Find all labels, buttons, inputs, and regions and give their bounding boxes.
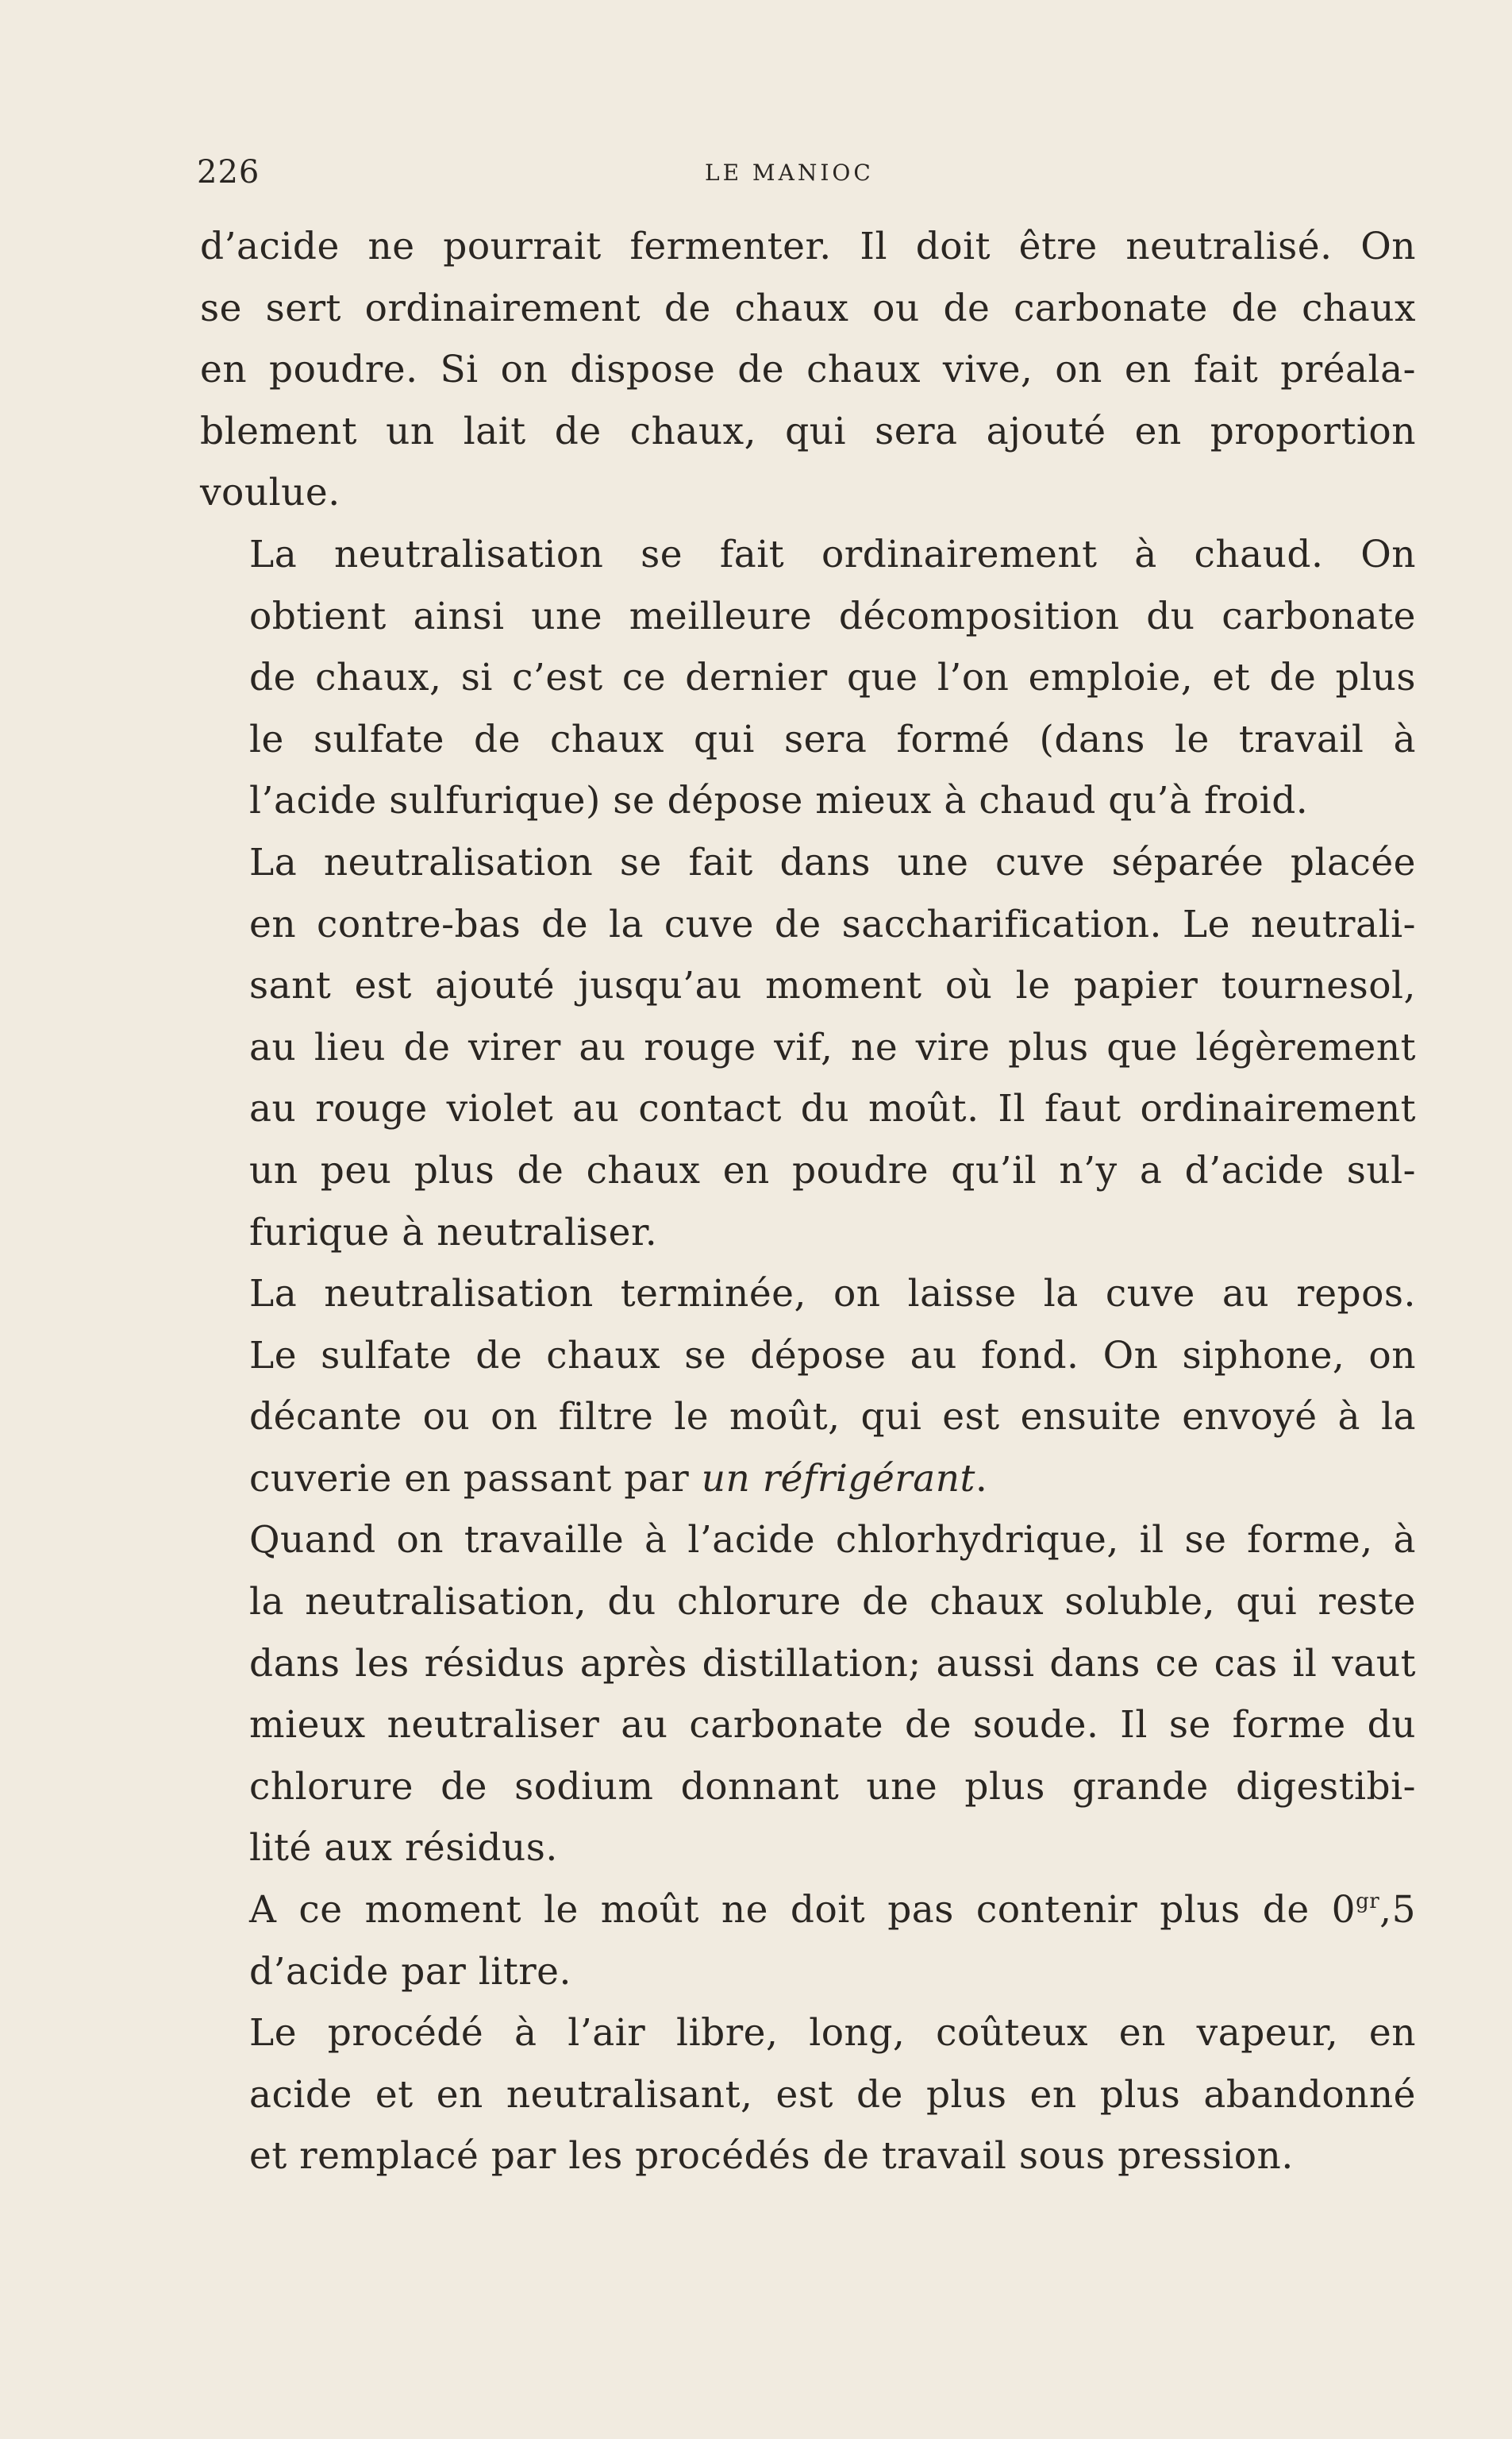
- text-line: Quand on travaille à l’acide chlorhydrique, il se forme, à: [249, 1518, 1416, 1562]
- text-line: acide et en neutralisant, est de plus en plus abandonné: [249, 2072, 1416, 2117]
- text-line: obtient ainsi une meilleure décomposition du carbonate: [249, 594, 1416, 638]
- page-header: [197, 152, 1413, 192]
- text-line: en poudre. Si on dispose de chaux vive, on en fait préala-: [200, 348, 1416, 392]
- text-line: se sert ordinairement de chaux ou de carbonate de chaux: [200, 286, 1416, 330]
- text-line: sant est ajouté jusqu’au moment où le papier tournesol,: [249, 964, 1416, 1008]
- text-line: blement un lait de chaux, qui sera ajouté en proportion: [200, 409, 1416, 453]
- page-body: [200, 216, 1416, 2187]
- paragraph-2: [200, 524, 1416, 832]
- text-line: lité aux résidus.: [249, 1826, 558, 1871]
- text-line: voulue.: [200, 471, 340, 515]
- text-line: décante ou on filtre le moût, qui est ensuite envoyé à la: [249, 1395, 1416, 1439]
- text-line: de chaux, si c’est ce dernier que l’on emploie, et de plus: [249, 656, 1416, 700]
- text-line: [200, 1448, 1416, 1510]
- text-line: l’acide sulfurique) se dépose mieux à chaud qu’à froid.: [249, 779, 1309, 823]
- paragraph-7: [200, 2002, 1416, 2187]
- text-line: [200, 1879, 1416, 1941]
- paragraph-5: [200, 1509, 1416, 1879]
- italic-term: un réfrigérant: [701, 1456, 975, 1501]
- text-line: chlorure de sodium donnant une plus grande digestibi-: [249, 1764, 1416, 1809]
- paragraph-6: [200, 1879, 1416, 2002]
- text-segment: cuverie en passant par: [249, 1456, 702, 1501]
- text-line: le sulfate de chaux qui sera formé (dans le travail à: [249, 717, 1416, 761]
- text-segment: ,5: [1379, 1888, 1416, 1932]
- text-line: Le sulfate de chaux se dépose au fond. On siphone, on: [249, 1333, 1416, 1377]
- paragraph-1: [200, 216, 1416, 524]
- paragraph-3: [200, 832, 1416, 1263]
- text-segment: A ce moment le moût ne doit pas contenir plus de 0: [249, 1888, 1356, 1932]
- paragraph-4: [200, 1263, 1416, 1509]
- text-line: Le procédé à l’air libre, long, coûteux en vapeur, en: [249, 2011, 1416, 2056]
- text-line: d’acide ne pourrait fermenter. Il doit être neutralisé. On: [200, 225, 1416, 268]
- text-line: mieux neutraliser au carbonate de soude. Il se forme du: [249, 1703, 1416, 1747]
- unit-superscript: gr: [1356, 1890, 1380, 1914]
- text-line: furique à neutraliser.: [249, 1210, 658, 1254]
- text-line: au lieu de virer au rouge vif, ne vire plus que légèrement: [249, 1025, 1416, 1069]
- running-title: LE MANIOC: [705, 160, 874, 186]
- text-line: La neutralisation terminée, on laisse la cuve au repos.: [249, 1272, 1416, 1316]
- text-line: La neutralisation se fait ordinairement à chaud. On: [249, 532, 1416, 576]
- text-line: un peu plus de chaux en poudre qu’il n’y a d’acide sul-: [249, 1148, 1416, 1193]
- text-line: et remplacé par les procédés de travail sous pression.: [249, 2134, 1294, 2179]
- text-line: en contre-bas de la cuve de saccharification. Le neutrali-: [249, 902, 1416, 946]
- text-line: la neutralisation, du chlorure de chaux soluble, qui reste: [249, 1580, 1416, 1624]
- text-line: d’acide par litre.: [249, 1949, 571, 1994]
- text-line: dans les résidus après distillation; aussi dans ce cas il vaut: [249, 1641, 1416, 1686]
- text-segment: .: [975, 1456, 988, 1501]
- text-line: au rouge violet au contact du moût. Il faut ordinairement: [249, 1087, 1416, 1131]
- text-line: La neutralisation se fait dans une cuve séparée placée: [249, 840, 1416, 884]
- page-number: 226: [197, 154, 260, 191]
